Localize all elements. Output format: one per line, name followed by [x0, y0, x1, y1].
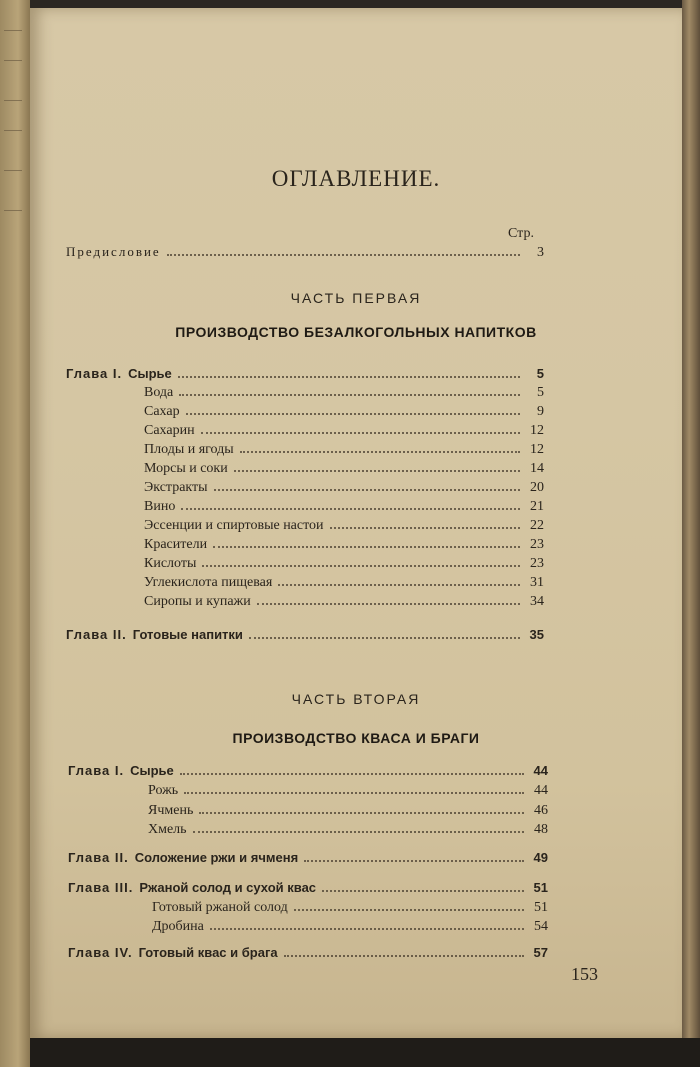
toc-title: Сырье	[130, 763, 174, 778]
toc-title: Экстракты	[144, 480, 208, 495]
chapter-label: Глава I.	[66, 366, 123, 381]
toc-page: 12	[530, 423, 544, 438]
chapter-label: Глава III.	[68, 880, 134, 895]
leader-dots	[201, 422, 520, 434]
toc-title: Сахар	[144, 404, 180, 419]
toc-item	[144, 555, 544, 573]
toc-page: 54	[534, 919, 548, 934]
toc-title: Углекислота пищевая	[144, 575, 273, 590]
book-edge	[682, 0, 700, 1067]
toc-chapter	[68, 880, 548, 898]
toc-page: 5	[537, 385, 544, 400]
leader-dots	[181, 498, 520, 510]
chapter-label: Глава I.	[68, 763, 125, 778]
toc-item	[148, 802, 548, 820]
toc-item	[144, 536, 544, 554]
toc-item	[152, 918, 548, 936]
leader-dots	[249, 627, 520, 639]
part-two-title: ПРОИЗВОДСТВО КВАСА И БРАГИ	[232, 730, 480, 746]
part-one-label: ЧАСТЬ ПЕРВАЯ	[290, 290, 422, 306]
page-number: 153	[571, 964, 598, 984]
page-title: ОГЛАВЛЕНИЕ.	[271, 166, 441, 191]
toc-page: 3	[537, 245, 544, 260]
page-column-label: Стр.	[508, 226, 534, 241]
part-two-label: ЧАСТЬ ВТОРАЯ	[291, 691, 421, 707]
toc-page: 5	[536, 366, 544, 381]
toc-page: 57	[533, 945, 548, 960]
toc-page: 51	[533, 880, 548, 895]
chapter-label: Глава IV.	[68, 945, 133, 960]
toc-page: 9	[537, 404, 544, 419]
toc-title: Сахарин	[144, 423, 195, 438]
toc-page: 46	[534, 803, 548, 818]
leader-dots	[278, 574, 520, 586]
toc-title: Вино	[144, 499, 176, 514]
toc-title: Рожь	[148, 783, 179, 798]
leader-dots	[257, 593, 520, 605]
background-surface	[30, 1038, 700, 1067]
leader-dots	[193, 821, 524, 833]
toc-chapter	[66, 627, 544, 645]
toc-title: Вода	[144, 385, 174, 400]
toc-title: Плоды и ягоды	[144, 442, 234, 457]
toc-page: 49	[533, 850, 548, 865]
toc-item	[152, 899, 548, 917]
leader-dots	[214, 479, 520, 491]
toc-page: 44	[533, 763, 548, 778]
toc-page: 35	[529, 627, 544, 642]
toc-page: 34	[530, 594, 544, 609]
leader-dots	[304, 850, 524, 862]
leader-dots	[180, 763, 524, 775]
toc-item	[144, 384, 544, 402]
chapter-label: Глава II.	[68, 850, 129, 865]
toc-page: 20	[530, 480, 544, 495]
leader-dots	[330, 517, 520, 529]
toc-title: Готовый ржаной солод	[152, 900, 288, 915]
leader-dots	[184, 782, 524, 794]
toc-title: Морсы и соки	[144, 461, 228, 476]
toc-page: 44	[534, 783, 548, 798]
leader-dots	[178, 366, 520, 378]
leader-dots	[294, 899, 524, 911]
toc-title: Эссенции и спиртовые настои	[144, 518, 324, 533]
leader-dots	[284, 945, 524, 957]
toc-title: Сиропы и купажи	[144, 594, 251, 609]
toc-title: Ячмень	[148, 803, 194, 818]
toc-title: Хмель	[148, 822, 187, 837]
toc-chapter	[68, 945, 548, 963]
toc-title: Соложение ржи и ячменя	[134, 850, 299, 865]
toc-chapter	[68, 850, 548, 868]
leader-dots	[213, 536, 520, 548]
chapter-label: Глава II.	[66, 627, 127, 642]
toc-title: Готовый квас и брага	[138, 945, 278, 960]
toc-title: Сырье	[128, 366, 172, 381]
leader-dots	[322, 880, 524, 892]
leader-dots	[186, 403, 520, 415]
toc-page: 12	[530, 442, 544, 457]
toc-page: 23	[530, 537, 544, 552]
book-page	[30, 8, 682, 1038]
toc-page: 23	[530, 556, 544, 571]
toc-item	[144, 574, 544, 592]
leader-dots	[167, 244, 520, 256]
toc-item	[144, 422, 544, 440]
toc-chapter	[66, 366, 544, 384]
facing-page-edge	[0, 0, 30, 1067]
toc-page: 51	[534, 900, 548, 915]
toc-item	[144, 593, 544, 611]
leader-dots	[199, 802, 524, 814]
toc-title: Красители	[144, 537, 208, 552]
toc-item	[148, 821, 548, 839]
toc-page: 14	[530, 461, 544, 476]
leader-dots	[234, 460, 520, 472]
toc-item	[144, 517, 544, 535]
toc-page: 22	[530, 518, 544, 533]
toc-title: Дробина	[152, 919, 204, 934]
toc-title: Ржаной солод и сухой квас	[139, 880, 317, 895]
toc-item	[144, 460, 544, 478]
toc-item	[144, 498, 544, 516]
part-one-title: ПРОИЗВОДСТВО БЕЗАЛКОГОЛЬНЫХ НАПИТКОВ	[175, 324, 537, 340]
toc-chapter	[68, 763, 548, 781]
toc-title: Готовые напитки	[132, 627, 243, 642]
toc-page: 48	[534, 822, 548, 837]
toc-page: 31	[530, 575, 544, 590]
toc-page: 21	[530, 499, 544, 514]
toc-item	[144, 403, 544, 421]
leader-dots	[202, 555, 520, 567]
toc-preface	[66, 244, 544, 262]
toc-title: Предисловие	[66, 244, 161, 259]
leader-dots	[240, 441, 520, 453]
toc-item	[144, 479, 544, 497]
toc-item	[148, 782, 548, 800]
leader-dots	[210, 918, 524, 930]
toc-title: Кислоты	[144, 556, 197, 571]
toc-item	[144, 441, 544, 459]
leader-dots	[179, 384, 520, 396]
